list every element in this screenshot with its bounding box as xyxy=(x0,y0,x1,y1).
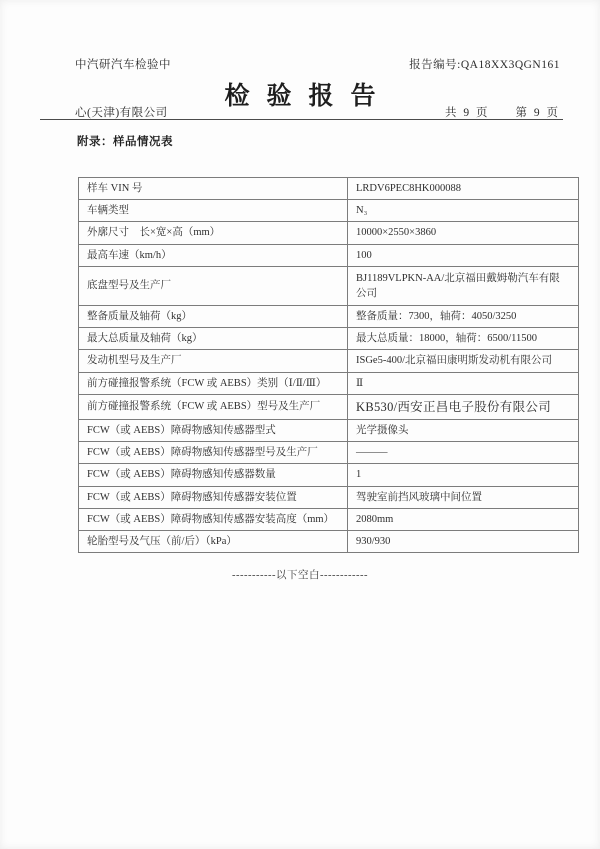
table-row xyxy=(79,305,579,327)
page-current: 第 9 页 xyxy=(515,107,560,119)
table-row xyxy=(79,244,579,266)
table-row xyxy=(79,350,579,372)
table-row xyxy=(79,419,579,441)
row-value-cell: 1 xyxy=(348,464,579,486)
row-value-cell: 10000×2550×3860 xyxy=(348,222,579,244)
table-row xyxy=(79,394,579,419)
table-row xyxy=(79,442,579,464)
org-name-line1: 中汽研汽车检验中 xyxy=(75,59,171,71)
row-label-cell: 轮胎型号及气压（前/后）（kPa） xyxy=(79,530,348,552)
table-row xyxy=(79,530,579,552)
table-row xyxy=(79,200,579,222)
row-label-cell: FCW（或 AEBS）障碍物感知传感器数量 xyxy=(79,464,348,486)
row-label-cell: 前方碰撞报警系统（FCW 或 AEBS）类别（Ⅰ/Ⅱ/Ⅲ） xyxy=(79,372,348,394)
row-label-cell: 前方碰撞报警系统（FCW 或 AEBS）型号及生产厂 xyxy=(79,394,348,419)
row-value-cell: N₃ xyxy=(348,200,579,222)
table-row xyxy=(79,464,579,486)
page-indicator xyxy=(445,104,560,120)
row-label-cell: FCW（或 AEBS）障碍物感知传感器安装高度（mm） xyxy=(79,508,348,530)
table-row xyxy=(79,266,579,305)
row-value-cell: 整备质量：7300，轴荷：4050/3250 xyxy=(348,305,579,327)
row-label-cell: FCW（或 AEBS）障碍物感知传感器型式 xyxy=(79,419,348,441)
row-value-cell: Ⅱ xyxy=(348,372,579,394)
table-row xyxy=(79,222,579,244)
table-row xyxy=(79,486,579,508)
end-of-content-note: -----------以下空白------------ xyxy=(232,570,368,581)
header-divider xyxy=(40,119,563,120)
row-value-cell: 光学摄像头 xyxy=(348,419,579,441)
row-value-cell: 2080mm xyxy=(348,508,579,530)
report-number: 报告编号:QA18XX3QGN161 xyxy=(409,59,560,71)
row-label-cell: 底盘型号及生产厂 xyxy=(79,266,348,305)
row-label-cell: 最大总质量及轴荷（kg） xyxy=(79,328,348,350)
row-label-cell: 样车 VIN 号 xyxy=(79,178,348,200)
pages-total: 共 9 页 xyxy=(445,107,490,119)
sample-info-table xyxy=(78,177,579,553)
row-value-cell: BJ1189VLPKN-AA/北京福田戴姆勒汽车有限公司 xyxy=(348,266,579,305)
row-value-cell: 最大总质量：18000，轴荷：6500/11500 xyxy=(348,328,579,350)
table-row xyxy=(79,328,579,350)
appendix-heading: 附录：样品情况表 xyxy=(77,136,173,148)
row-label-cell: FCW（或 AEBS）障碍物感知传感器型号及生产厂 xyxy=(79,442,348,464)
row-value-cell: 930/930 xyxy=(348,530,579,552)
table-row xyxy=(79,178,579,200)
table-row xyxy=(79,508,579,530)
row-label-cell: 发动机型号及生产厂 xyxy=(79,350,348,372)
row-label-cell: 车辆类型 xyxy=(79,200,348,222)
row-label-cell: FCW（或 AEBS）障碍物感知传感器安装位置 xyxy=(79,486,348,508)
row-label-cell: 外廓尺寸 长×宽×高（mm） xyxy=(79,222,348,244)
row-value-cell: KB530/西安正昌电子股份有限公司 xyxy=(348,394,579,419)
table-row xyxy=(79,372,579,394)
row-value-cell: 100 xyxy=(348,244,579,266)
org-name-line2: 心(天津)有限公司 xyxy=(75,107,168,119)
row-label-cell: 整备质量及轴荷（kg） xyxy=(79,305,348,327)
row-value-cell: ISGe5-400/北京福田康明斯发动机有限公司 xyxy=(348,350,579,372)
row-value-cell: LRDV6PEC8HK000088 xyxy=(348,178,579,200)
report-title: 检验报告 xyxy=(224,83,393,110)
row-value-cell: 驾驶室前挡风玻璃中间位置 xyxy=(348,486,579,508)
row-value-cell: ——— xyxy=(348,442,579,464)
row-label-cell: 最高车速（km/h） xyxy=(79,244,348,266)
